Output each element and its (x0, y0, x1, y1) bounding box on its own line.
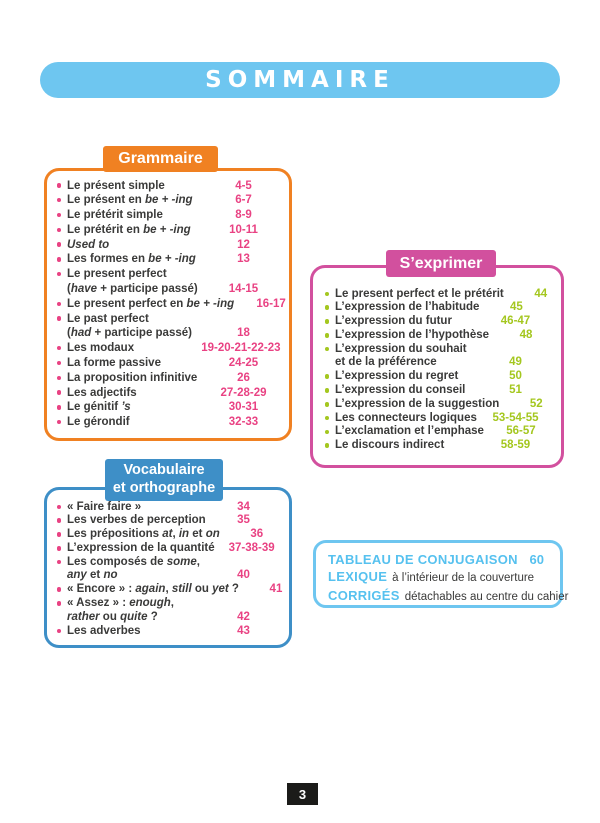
toc-entry-label: Le génitif ’s (67, 401, 131, 414)
toc-entry-pages: 27-28-29 (220, 386, 267, 399)
toc-entry-label: Les verbes de perception (67, 514, 206, 527)
toc-entry (55, 528, 281, 542)
toc-entry-label: La forme passive (67, 357, 161, 370)
toc-entry-pages: 36 (250, 528, 264, 541)
toc-entry (55, 208, 281, 223)
bullet-icon (57, 346, 62, 351)
toc-entry (323, 288, 553, 302)
toc-entry-pages: 30-31 (228, 401, 259, 414)
toc-entry (323, 343, 553, 357)
toc-entry-label: Le gérondif (67, 416, 130, 429)
toc-entry-label: Les adverbes (67, 624, 141, 637)
toc-entry-label: Les adjectifs (67, 386, 137, 399)
bullet-icon (57, 518, 62, 523)
toc-entry-pages: 13 (237, 253, 250, 266)
toc-entry-pages: 6-7 (235, 194, 252, 207)
toc-entry-label: L’expression de l’habitude (335, 301, 480, 314)
toc-entry (55, 542, 281, 556)
toc-entry-label: rather ou quite ? (67, 610, 158, 623)
bullet-icon (325, 305, 330, 310)
toc-entry (55, 179, 281, 194)
bullet-icon (57, 213, 62, 218)
page-number-badge: 3 (287, 783, 318, 805)
bullet-icon (57, 302, 62, 307)
bullet-icon (57, 546, 62, 551)
bullet-icon (325, 430, 330, 435)
bullet-icon (57, 316, 62, 321)
section-sexprimer-title (386, 250, 496, 277)
toc-entry-pages: 16-17 (256, 297, 286, 310)
toc-entry (55, 356, 281, 371)
toc-entry (323, 301, 553, 315)
toc-entry (323, 398, 553, 412)
toc-entry-label: Les connecteurs logiques (335, 411, 477, 424)
toc-entry (55, 597, 281, 611)
toc-entry-label: Les formes en be + -ing (67, 253, 196, 266)
toc-entry-label: Le discours indirect (335, 439, 445, 452)
toc-entry (55, 400, 281, 415)
toc-entry (55, 415, 281, 430)
bullet-icon (57, 405, 62, 410)
toc-entry-label: (had + participe passé) (67, 327, 192, 340)
toc-entry (323, 370, 553, 384)
toc-entry-label: L’expression du futur (335, 315, 452, 328)
toc-entry (55, 501, 281, 515)
toc-entry-pages: 52 (529, 397, 543, 410)
bullet-icon (57, 601, 62, 606)
toc-entry-pages: 44 (534, 287, 548, 300)
section-title-text-line2: et orthographe (112, 480, 216, 496)
toc-entry (55, 252, 281, 267)
toc-entry-pages: 8-9 (235, 209, 252, 222)
section-title-text: S’exprimer (399, 254, 483, 272)
toc-entry-pages: 48 (519, 328, 533, 341)
toc-entry (323, 412, 553, 426)
info-detail: à l’intérieur de la couverture (392, 572, 535, 584)
toc-entry (55, 267, 281, 282)
info-detail: détachables au centre du cahier (404, 591, 569, 603)
info-label: TABLEAU DE CONJUGAISON (328, 552, 518, 567)
bullet-icon (325, 402, 330, 407)
toc-entry-pages: 14-15 (228, 283, 259, 296)
bullet-icon (325, 319, 330, 324)
toc-entry-label: L’expression du regret (335, 370, 459, 383)
section-title-text-line1: Vocabulaire (123, 462, 205, 479)
toc-entry (55, 569, 281, 583)
bullet-icon (57, 560, 62, 565)
toc-entry-label: Le present perfect en be + -ing (67, 297, 235, 310)
toc-entry-pages: 10-11 (229, 223, 258, 236)
toc-entry-pages: 32-33 (228, 416, 259, 429)
toc-entry (55, 238, 281, 253)
bullet-icon (57, 629, 62, 634)
toc-entry-label: « Faire faire » (67, 500, 142, 513)
info-row-lexique (328, 568, 552, 587)
toc-entry-label: « Encore » : again, still ou yet ? (67, 583, 239, 596)
bullet-icon (325, 292, 330, 297)
bullet-icon (57, 587, 62, 592)
bullet-icon (57, 242, 62, 247)
section-grammaire (44, 150, 292, 441)
toc-entry-label: « Assez » : enough, (67, 597, 174, 610)
bullet-icon (57, 198, 62, 203)
section-sexprimer (310, 254, 564, 468)
toc-entry-pages: 12 (237, 238, 250, 251)
info-row-conjugaison (328, 551, 552, 568)
bullet-icon (57, 532, 62, 537)
info-pages: 60 (529, 552, 544, 567)
toc-entry (323, 329, 553, 343)
toc-entry-label: any et no (67, 569, 118, 582)
toc-entry (55, 341, 281, 356)
section-vocabulaire (44, 462, 292, 648)
toc-entry-pages: 56-57 (506, 425, 536, 438)
section-grammaire-title (103, 146, 218, 172)
toc-entry (323, 356, 553, 370)
toc-entry (55, 326, 281, 341)
section-vocabulaire-title (105, 459, 223, 501)
toc-entry (323, 439, 553, 453)
bullet-icon (57, 420, 62, 425)
toc-entry-pages: 18 (237, 327, 250, 340)
info-row-corriges (328, 587, 569, 606)
toc-entry (55, 556, 281, 570)
toc-entry-pages: 40 (237, 569, 250, 582)
toc-entry-pages: 35 (237, 514, 250, 527)
toc-entry-pages: 4-5 (235, 179, 252, 192)
toc-entry-pages: 51 (509, 384, 522, 397)
toc-entry-label: Le prétérit en be + -ing (67, 223, 191, 236)
toc-entry-label: (have + participe passé) (67, 283, 198, 296)
toc-entry-label: et de la préférence (335, 356, 437, 369)
bullet-icon (57, 390, 62, 395)
toc-entry-pages: 50 (509, 370, 522, 383)
toc-entry-label: Les composés de some, (67, 555, 200, 568)
toc-entry-label: Le past perfect (67, 312, 149, 325)
toc-entry-label: L’expression du conseil (335, 384, 466, 397)
info-box (313, 540, 569, 608)
section-title-text: Grammaire (118, 150, 203, 168)
bullet-icon (57, 257, 62, 262)
toc-entry-pages: 49 (509, 356, 522, 369)
toc-entry-pages: 43 (237, 624, 250, 637)
bullet-icon (57, 272, 62, 277)
toc-entry-pages: 34 (237, 500, 250, 513)
bullet-icon (325, 333, 330, 338)
toc-entry-label: Used to (67, 238, 110, 251)
toc-entry-pages: 26 (237, 371, 250, 384)
toc-entry (55, 193, 281, 208)
toc-entry-label: La proposition infinitive (67, 371, 198, 384)
bullet-icon (325, 388, 330, 393)
bullet-icon (57, 361, 62, 366)
toc-entry-pages: 37-38-39 (228, 541, 275, 554)
toc-entry-pages: 45 (510, 301, 523, 314)
toc-entry-pages: 53-54-55 (492, 411, 539, 424)
page-title: SOMMAIRE (40, 62, 560, 98)
toc-entry (55, 625, 281, 639)
toc-entry-pages: 41 (269, 583, 283, 596)
toc-list-grammaire (48, 172, 289, 438)
toc-entry-label: Les prépositions at, in et on (67, 528, 220, 541)
toc-entry-pages: 46-47 (500, 315, 531, 328)
toc-entry-pages: 42 (237, 610, 250, 623)
toc-entry-label: L’expression du souhait (335, 342, 467, 355)
toc-list-vocabulaire (48, 491, 289, 645)
toc-entry-label: L’exclamation et l’emphase (335, 425, 484, 438)
bullet-icon (57, 376, 62, 381)
toc-entry (323, 425, 553, 439)
bullet-icon (325, 416, 330, 421)
toc-entry-label: L’expression de l’hypothèse (335, 328, 490, 341)
bullet-icon (57, 183, 62, 188)
toc-entry (55, 297, 286, 312)
toc-list-sexprimer (314, 269, 561, 465)
toc-entry-label: Le présent simple (67, 179, 165, 192)
bullet-icon (325, 347, 330, 352)
toc-entry-label: L’expression de la quantité (67, 541, 215, 554)
toc-entry (55, 312, 281, 327)
toc-entry (55, 611, 281, 625)
bullet-icon (325, 374, 330, 379)
toc-entry-label: Le present perfect (67, 268, 167, 281)
toc-entry-pages: 58-59 (500, 439, 531, 452)
toc-entry-label: Le présent en be + -ing (67, 194, 193, 207)
toc-entry-label: Les modaux (67, 342, 135, 355)
toc-entry-label: L’expression de la suggestion (335, 397, 500, 410)
toc-entry-pages: 19-20-21-22-23 (201, 342, 281, 355)
info-label: LEXIQUE (328, 569, 388, 584)
toc-entry (55, 223, 281, 238)
toc-entry-label: Le present perfect et le prétérit (335, 287, 504, 300)
toc-entry-label: Le prétérit simple (67, 209, 163, 222)
info-label: CORRIGÉS (328, 588, 400, 603)
bullet-icon (57, 505, 62, 510)
toc-entry (55, 371, 281, 386)
toc-entry (55, 583, 281, 597)
toc-entry (55, 514, 281, 528)
bullet-icon (57, 228, 62, 233)
toc-entry-pages: 24-25 (228, 357, 259, 370)
toc-entry (323, 315, 553, 329)
toc-entry (55, 282, 281, 297)
bullet-icon (325, 443, 330, 448)
toc-entry (323, 384, 553, 398)
toc-entry (55, 386, 281, 401)
